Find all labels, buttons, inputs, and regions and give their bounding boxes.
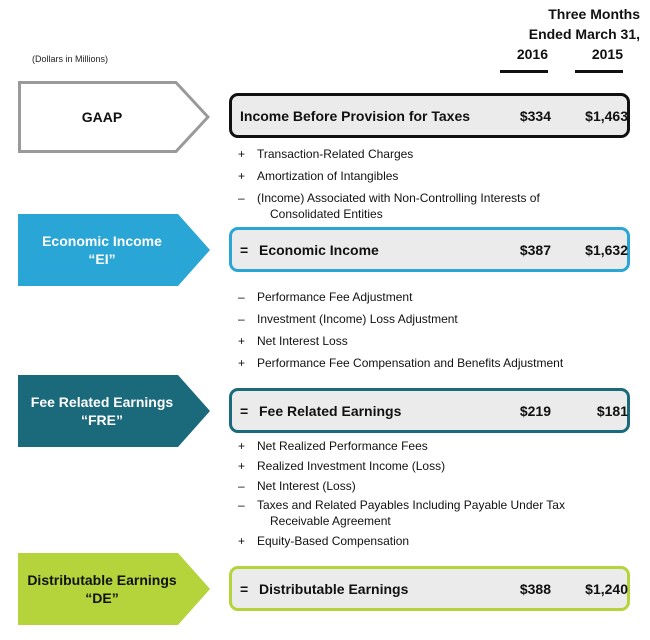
column-underline-2016	[500, 70, 548, 73]
adjustment-item: + Net Realized Performance Fees	[238, 439, 428, 453]
adjustment-item: – Taxes and Related Payables Including Payable Under Tax Receivable Agreement	[238, 498, 565, 528]
adjustment-item: + Net Interest Loss	[238, 334, 348, 348]
adjustment-item: – (Income) Associated with Non-Controlling Interests of Consolidated Entities	[238, 191, 540, 221]
adjustment-item: – Investment (Income) Loss Adjustment	[238, 312, 458, 326]
de-arrow	[18, 553, 210, 625]
gaap-arrow	[18, 81, 210, 153]
adjustment-item: – Performance Fee Adjustment	[238, 290, 413, 304]
adjustment-item: + Equity-Based Compensation	[238, 534, 410, 548]
fre-arrow-label: Fee Related Earnings	[30, 394, 174, 410]
column-header-2016: 2016	[516, 46, 548, 62]
ei-arrow	[18, 214, 210, 286]
fre-arrow	[18, 375, 210, 447]
adjustment-item: + Realized Investment Income (Loss)	[238, 459, 446, 473]
column-header-ended: Ended March 31,	[528, 26, 640, 42]
fre-row-name: Fee Related Earnings	[259, 402, 402, 419]
gaap-value-2016: $334	[519, 107, 551, 124]
fre-arrow-abbrev: “FRE”	[81, 412, 123, 428]
gaap-arrow-label: GAAP	[81, 109, 123, 125]
fre-value-2015: $181	[596, 402, 628, 419]
de-row	[229, 566, 630, 611]
column-header-2015: 2015	[591, 46, 623, 62]
de-value-2016: $388	[519, 580, 551, 597]
ei-row-sign: =	[240, 241, 249, 258]
ei-value-2016: $387	[519, 241, 551, 258]
adjustment-item: + Transaction-Related Charges	[238, 147, 414, 161]
ei-arrow-label: Economic Income	[42, 233, 162, 249]
ei-row-name: Economic Income	[259, 241, 379, 258]
adjustment-item: + Performance Fee Compensation and Benefits Adjustment	[238, 356, 564, 370]
gaap-value-2015: $1,463	[585, 107, 628, 124]
fre-row-sign: =	[240, 402, 249, 419]
fre-row	[229, 388, 630, 433]
gaap-row-name: Income Before Provision for Taxes	[240, 107, 471, 124]
gaap-row	[229, 93, 630, 138]
ei-row	[229, 227, 630, 272]
ei-arrow-abbrev: “EI”	[88, 251, 116, 267]
adjustment-item: – Net Interest (Loss)	[238, 479, 356, 493]
fre-value-2016: $219	[519, 402, 551, 419]
column-underline-2015	[575, 70, 623, 73]
de-arrow-label: Distributable Earnings	[27, 572, 177, 588]
de-arrow-abbrev: “DE”	[85, 590, 119, 606]
de-value-2015: $1,240	[585, 580, 628, 597]
ei-value-2015: $1,632	[585, 241, 628, 258]
adjustment-item: + Amortization of Intangibles	[238, 169, 399, 183]
de-row-name: Distributable Earnings	[259, 580, 409, 597]
de-row-sign: =	[240, 580, 249, 597]
column-header-period: Three Months	[548, 6, 640, 22]
units-note: (Dollars in Millions)	[32, 54, 109, 64]
